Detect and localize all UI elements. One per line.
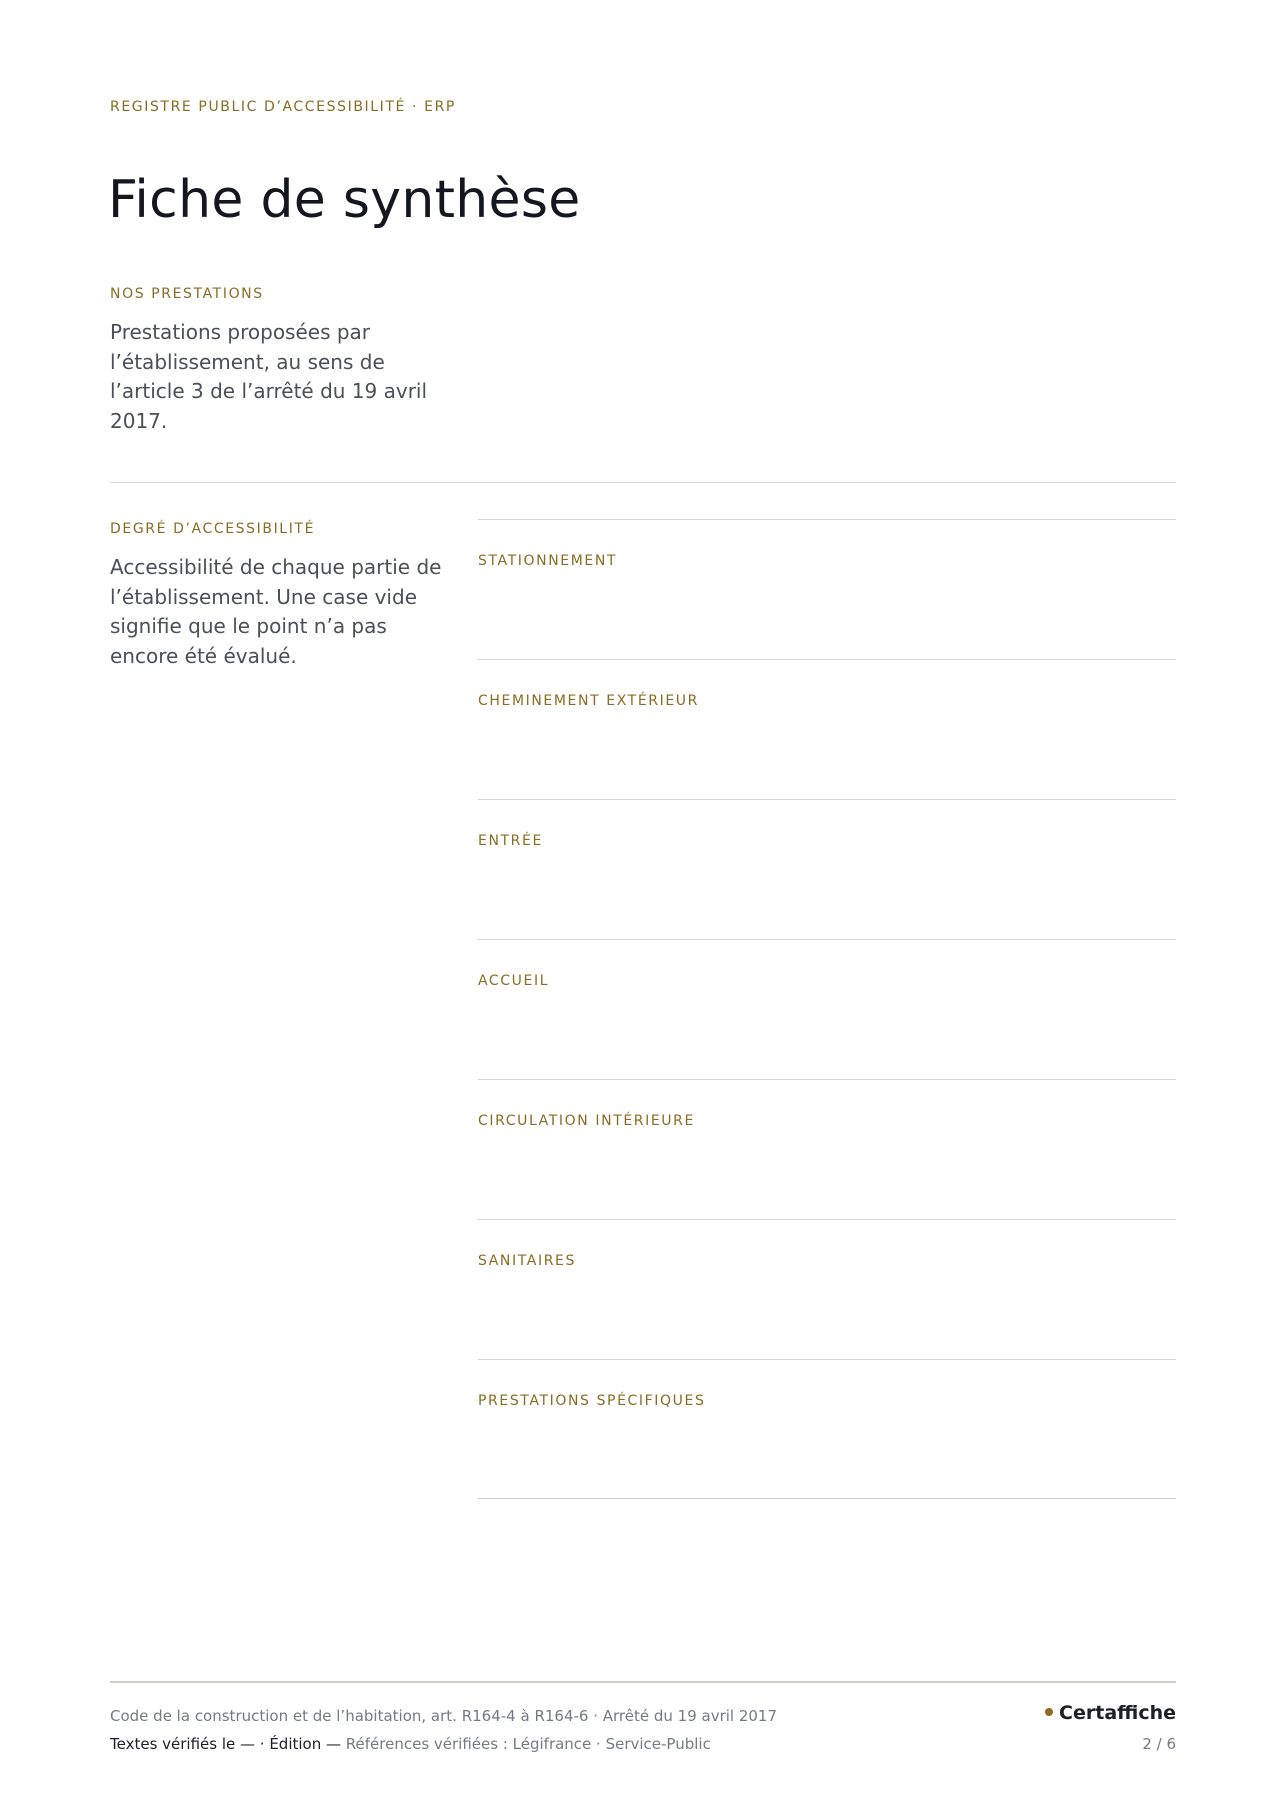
row-label: ENTRÉE [478,833,543,849]
row-label: ACCUEIL [478,973,550,989]
row-stationnement [478,519,1176,659]
row-label: CHEMINEMENT EXTÉRIEUR [478,693,699,709]
row-entree [478,799,1176,939]
row-label: SANITAIRES [478,1253,576,1269]
footer-legal-reference: Code de la construction et de l’habitation, art. R164-4 à R164-6 · Arrêté du 19 avril 2017 [110,1707,778,1725]
accessibility-label: DEGRÉ D’ACCESSIBILITÉ [110,521,316,537]
page-title: Fiche de synthèse [108,170,581,230]
brand-name: Certaffiche [1059,1702,1176,1724]
row-label: PRESTATIONS SPÉCIFIQUES [478,1393,706,1409]
accessibility-rows [478,519,1176,1499]
footer-separator: · [255,1735,270,1753]
row-label: STATIONNEMENT [478,553,618,569]
footer-verification [110,1735,711,1753]
footer-verified-date: Textes vérifiés le — [110,1735,256,1753]
row-prestations-specifiques [478,1359,1176,1499]
prestations-description: Prestations proposées par l’établissement, au sens de l’article 3 de l’arrêté du 19 avril 2017. [110,320,428,433]
brand-dot-icon [1045,1708,1053,1716]
footer-edition: Édition — [269,1735,341,1753]
row-accueil [478,939,1176,1079]
section-divider [110,482,1176,483]
footer-references: Références vérifiées : Légifrance · Service-Public [345,1735,711,1753]
document-eyebrow: REGISTRE PUBLIC D’ACCESSIBILITÉ · ERP [110,99,456,115]
prestations-label: NOS PRESTATIONS [110,286,264,302]
row-label: CIRCULATION INTÉRIEURE [478,1113,695,1129]
row-circulation-interieure [478,1079,1176,1219]
row-sanitaires [478,1219,1176,1359]
row-cheminement-exterieur [478,659,1176,799]
page-number: 2 / 6 [1142,1735,1176,1753]
accessibility-description: Accessibilité de chaque partie de l’établissement. Une case vide signifie que le point n’a pas encore été évalué. [110,555,442,668]
brand-logo [1045,1702,1176,1724]
footer-divider [110,1681,1176,1683]
